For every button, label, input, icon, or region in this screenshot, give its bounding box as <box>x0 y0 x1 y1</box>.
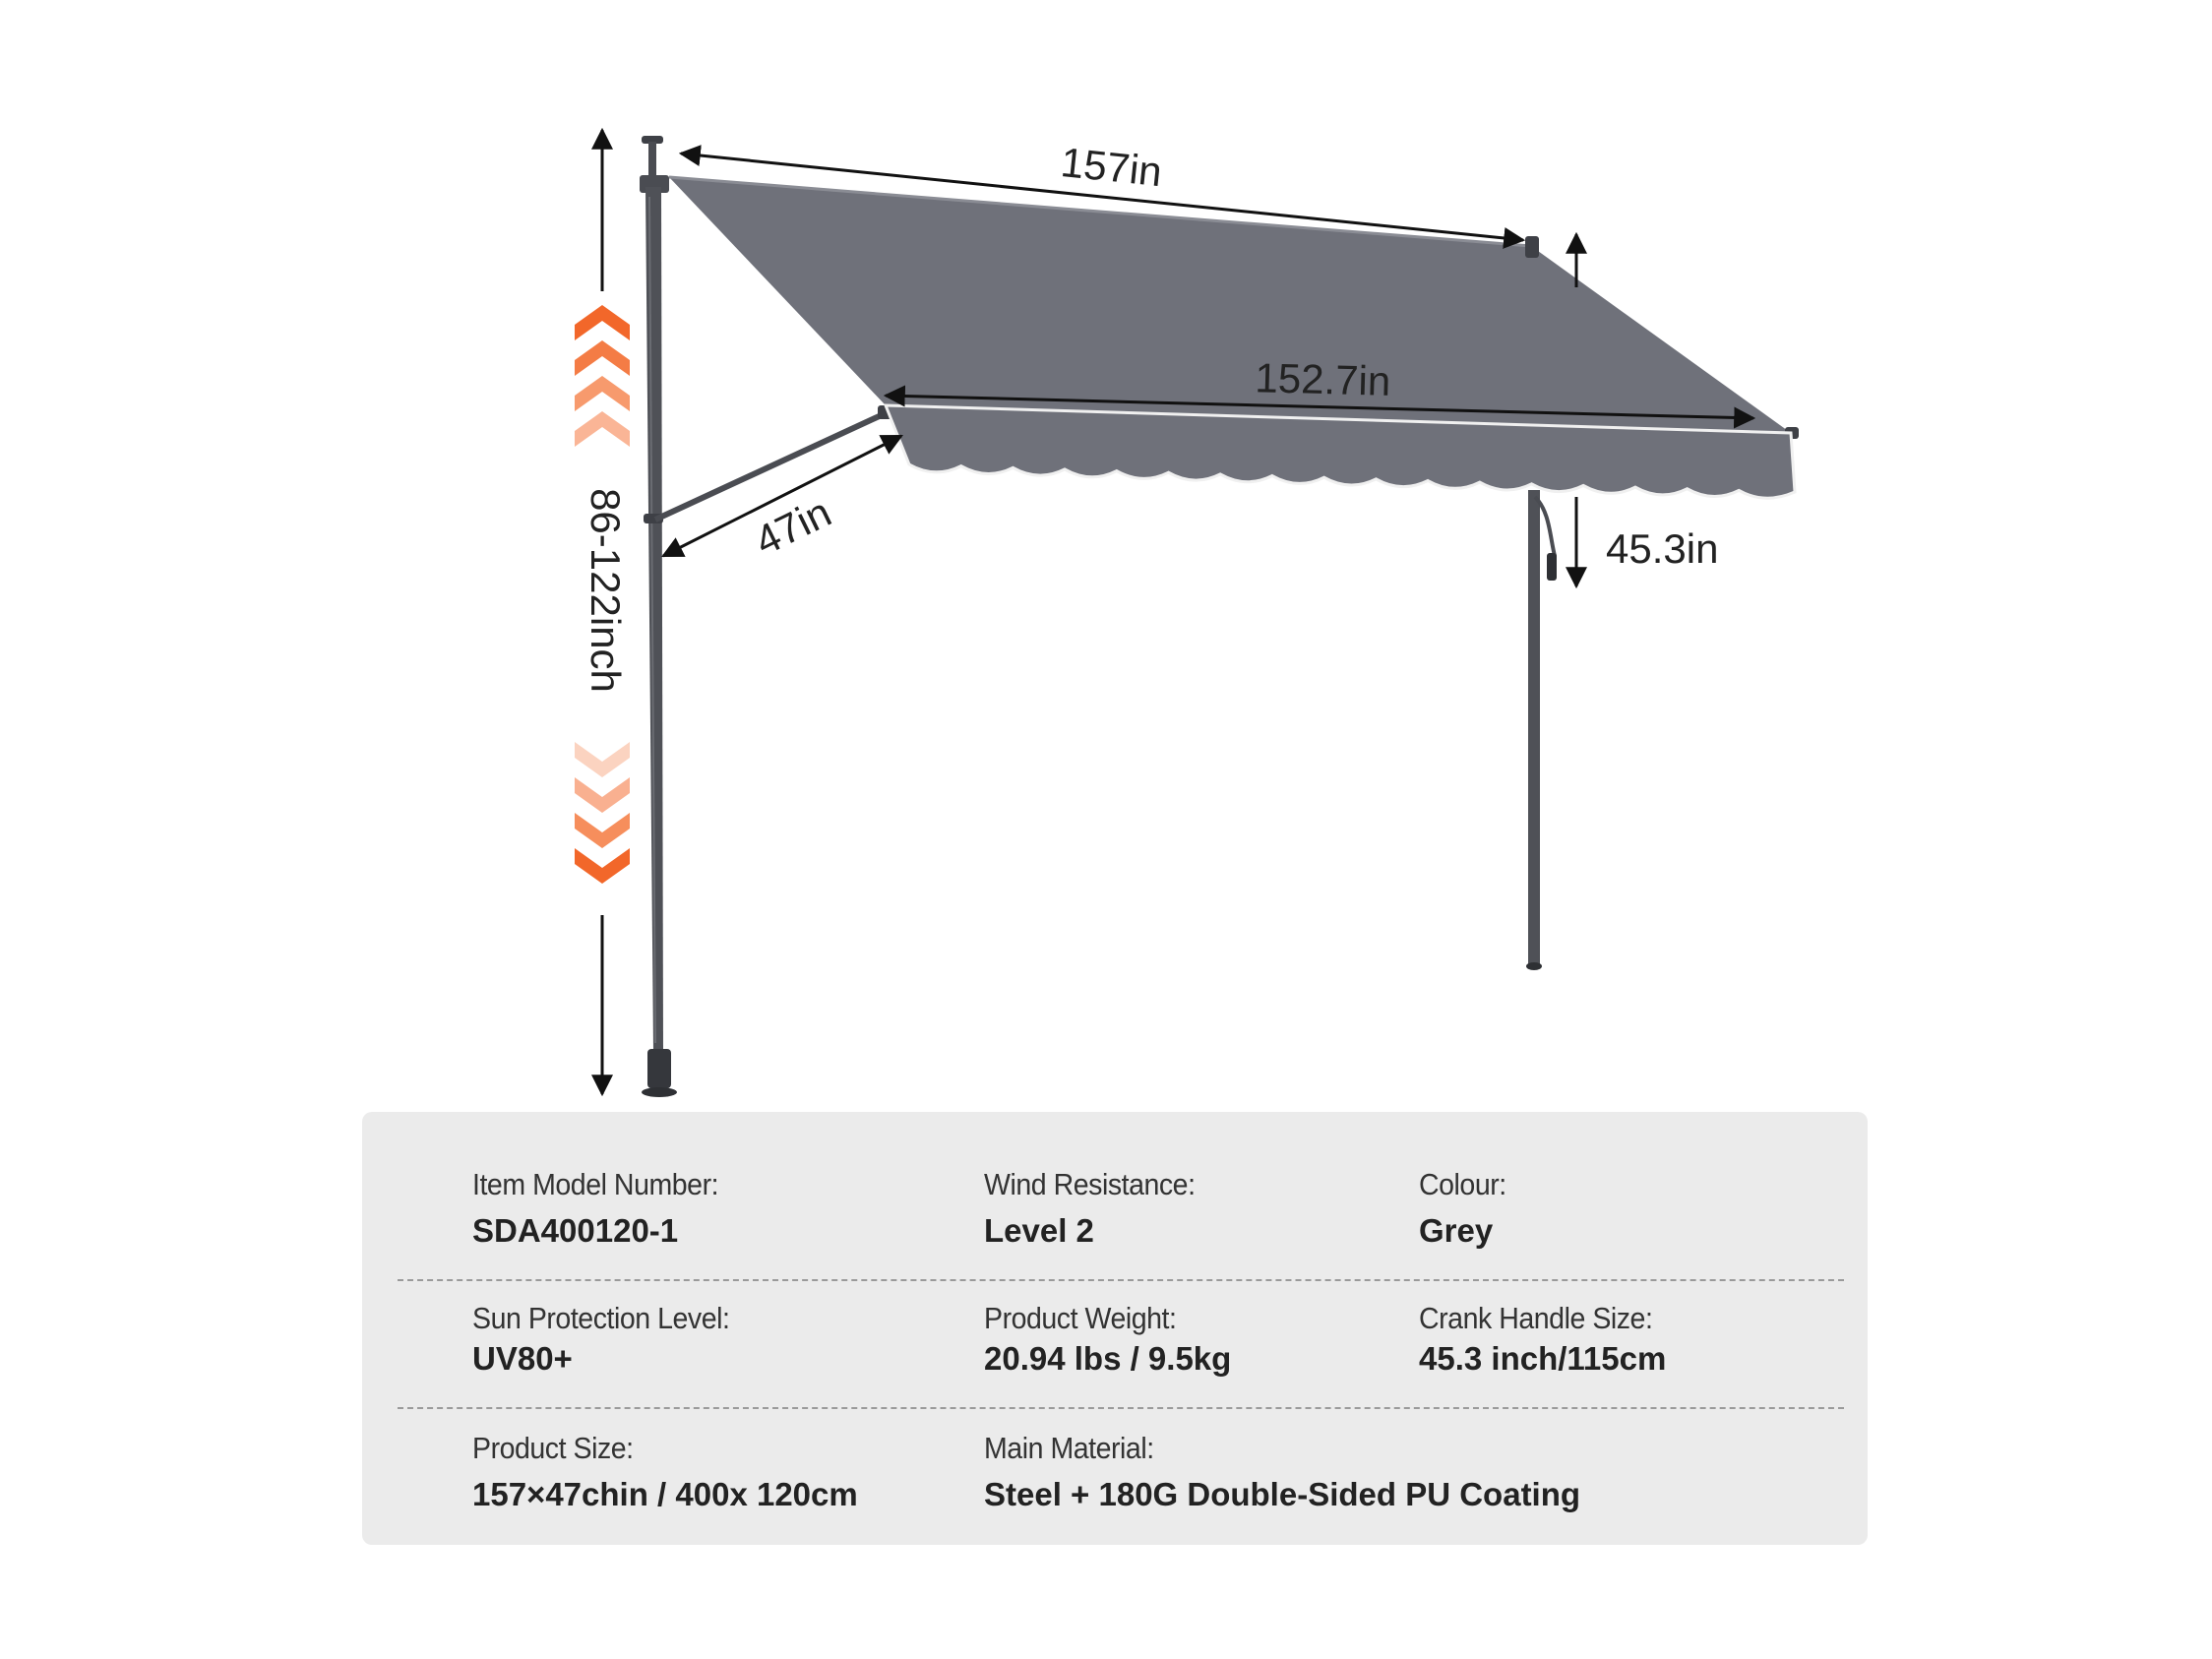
spec-colour <box>1419 1167 1513 1250</box>
spec-label: Product Size: <box>472 1431 634 1465</box>
top-width-label: 157in <box>1058 138 1165 196</box>
spec-value: 45.3 inch/115cm <box>1419 1340 1667 1377</box>
spec-value: UV80+ <box>472 1340 573 1377</box>
spec-row-2 <box>362 1301 1868 1419</box>
crank-height-label: 45.3in <box>1606 525 1719 572</box>
spec-divider <box>398 1407 1844 1409</box>
spec-model-number <box>472 1167 740 1250</box>
spec-wind-resistance <box>984 1167 1213 1250</box>
spec-value: Level 2 <box>984 1212 1094 1249</box>
awning-canopy <box>669 177 1799 498</box>
support-arm <box>655 405 895 520</box>
spec-sun-protection <box>472 1301 752 1378</box>
spec-label: Crank Handle Size: <box>1419 1301 1653 1335</box>
spec-panel <box>362 1112 1868 1545</box>
spec-row-3 <box>362 1431 1868 1549</box>
projection-label: 47in <box>747 488 838 565</box>
spec-product-size <box>472 1431 858 1513</box>
spec-label: Main Material: <box>984 1431 1154 1465</box>
spec-label: Colour: <box>1419 1167 1506 1201</box>
spec-label: Item Model Number: <box>472 1167 719 1201</box>
chevron-down-icon <box>575 742 630 884</box>
pole-height-label: 86-122inch <box>582 488 629 693</box>
spec-value: 157×47chin / 400x 120cm <box>472 1476 858 1512</box>
dimension-pole-height <box>575 130 630 1094</box>
spec-label: Wind Resistance: <box>984 1167 1196 1201</box>
spec-value: 20.94 lbs / 9.5kg <box>984 1340 1232 1377</box>
spec-row-1 <box>362 1167 1868 1285</box>
front-width-label: 152.7in <box>1254 354 1391 404</box>
spec-main-material <box>984 1431 1580 1513</box>
left-pole <box>640 136 677 1097</box>
spec-label: Sun Protection Level: <box>472 1301 730 1335</box>
spec-divider <box>398 1279 1844 1281</box>
chevron-up-icon <box>575 305 630 447</box>
spec-value: SDA400120-1 <box>472 1212 679 1249</box>
spec-value: Grey <box>1419 1212 1494 1249</box>
spec-product-weight <box>984 1301 1231 1378</box>
spec-label: Product Weight: <box>984 1301 1177 1335</box>
right-pole <box>1526 490 1557 970</box>
spec-crank-handle <box>1419 1301 1673 1378</box>
spec-value: Steel + 180G Double-Sided PU Coating <box>984 1476 1581 1512</box>
